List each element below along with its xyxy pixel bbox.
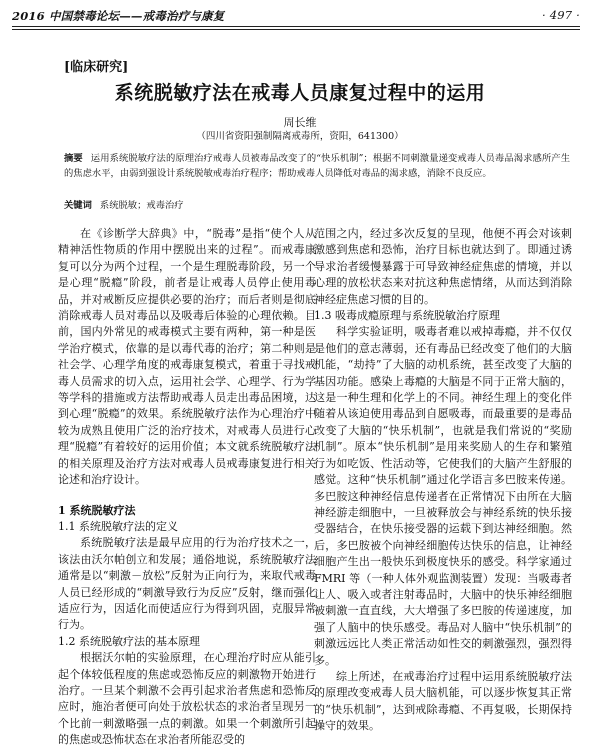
- header-rule-thick: [12, 26, 580, 27]
- article-title: 系统脱敏疗法在戒毒人员康复过程中的运用: [114, 82, 486, 104]
- body-paragraph: 在《诊断学大辞典》中，“脱毒”是指“使个人从精神活性物质的作用中摆脱出来的过程”。而戒毒康复可以分为两个过程，一个是生理脱毒阶段，另一个是心理“脱瘾”阶段，前者是让戒毒人员停止使用毒品，并对戒断反应提供必要的治疗；而后者则是彻底消除戒毒人员对毒品以及吸毒后体验的心理依赖。目前，国内外常见的戒毒模式主要有两种，第一种是医学治疗模式，依靠的是以毒代毒的治疗；第二种则是社会学、心理学角度的戒毒康复模式，着重于寻找戒毒人员需求的切入点，运用社会学、心理学、行为学等学科的措施或方法帮助戒毒人员走出毒品困境，达到心理“脱瘾”的效果。系统脱敏疗法作为心理治疗中较为成熟且使用广泛的治疗技术，对戒毒人员进行心理“脱瘾”有着较好的运用价值；本文就系统脱敏疗法的相关原理及治疗方法对戒毒人员戒毒康复进行相关论述和治疗设计。: [58, 227, 316, 487]
- author: 周长维: [283, 116, 317, 129]
- subsection-heading: 1.1 系统脱敏疗法的定义: [58, 519, 178, 533]
- section-heading: 1 系统脱敏疗法: [58, 503, 136, 517]
- body-column-left: [58, 226, 316, 749]
- header-rule-thin: [12, 29, 580, 30]
- body-paragraph: 综上所述，在戒毒治疗过程中运用系统脱敏疗法的原理改变戒毒人员大脑机能，可以逐步恢复其正常的“快乐机制”，达到戒除毒瘾、不再复吸，长期保持操守的效果。: [314, 669, 572, 733]
- abstract-text: 运用系统脱敏疗法的原理治疗戒毒人员被毒品改变了的“快乐机制”；根据不同刺激量递变戒毒人员毒品渴求感所产生的焦虑水平，由弱到强设计系统脱敏戒毒治疗程序；帮助戒毒人员降低对毒品的渴求感，消除不良反应。: [64, 153, 570, 179]
- affiliation: （四川省资阳强制隔离戒毒所，资阳，641300）: [196, 131, 404, 142]
- keywords-text: 系统脱敏；戒毒治疗: [99, 200, 184, 211]
- abstract: [64, 151, 570, 181]
- body-paragraph: 根据沃尔帕的实验原理，在心理治疗时应从能引起个体较低程度的焦虑或恐怖反应的刺激物开始进行治疗。一旦某个刺激不会再引起求治者焦虑和恐怖反应时，施治者便可向处于放松状态的求治者呈现另一个比前一刺激略强一点的刺激。如果一个刺激所引起的焦虑或恐怖状态在求治者所能忍受的: [58, 651, 316, 747]
- subsection-heading: 1.3 吸毒成瘾原理与系统脱敏治疗原理: [314, 309, 500, 323]
- page-number: · 497 ·: [542, 8, 580, 22]
- body-column-right: [314, 226, 572, 735]
- subsection-heading: 1.2 系统脱敏疗法的基本原理: [58, 634, 200, 648]
- body-paragraph: 科学实验证明，吸毒者难以戒掉毒瘾，并不仅仅是他们的意志薄弱，还有毒品已经改变了他们的大脑机能，“劫持”了大脑的动机系统，甚至改变了大脑的基因功能。感染上毒瘾的大脑是不同于正常大脑的，这是一种生理和化学上的不同。神经生理上的变化伴随着从该迫使用毒品到自愿吸毒，而最重要的是毒品改变了大脑的“快乐机制”，也就是我们常说的“奖励机制”。原本“快乐机制”是用来奖励人的生存和繁殖行为如吃饭、性活动等，它使我们的大脑产生舒服的感觉。这种“快乐机制”通过化学语言多巴胺来传递。多巴胺这种神经信息传递者在正常情况下由所在大脑神经游走细胞中，一旦被释放会与神经系统的快乐接受器结合，在快乐接受器的运载下到达神经细胞。然后，多巴胺被个向神经细胞传达快乐的信息，让神经细胞产生出一般快乐到极度快乐的感受。科学家通过 FMRI 等（一种人体外观监测装置）发现：当吸毒者让人、吸入或者注射毒品时，大脑中的快乐神经细胞被刺激一直直线，大大增强了多巴胺的传递速度，加强了人脑中的快乐感受。毒品对人脑中“快乐机制”的刺激远远比人类正常活动如性交的刺激强烈，强烈得多。: [314, 325, 572, 667]
- keywords: [64, 197, 570, 211]
- body-paragraph: 系统脱敏疗法是最早应用的行为治疗技术之一，该法由沃尔帕创立和发展；通俗地说，系统脱敏疗法通常是以“刺激－放松”反射为正向行为，来取代戒毒人员已经形成的“刺激导致行为反应”反射，继而强化适应行为，因适化而使适应行为得到巩固，克服异常行为。: [58, 536, 316, 632]
- body-paragraph: 范围之内，经过多次反复的呈现，他便不再会对该刺激感到焦虑和恐怖，治疗目标也就达到了。即通过诱导求治者缓慢暴露于可导致神经症焦虑的情境，并以心理的放松状态来对抗这种焦虑情绪，从而达到消除神经症焦虑习惯的目的。: [314, 227, 572, 306]
- keywords-label: 关键词: [64, 200, 92, 211]
- journal-name: 2016 中国禁毒论坛——戒毒治疗与康复: [12, 9, 225, 23]
- abstract-label: 摘要: [64, 153, 83, 164]
- running-head: [12, 8, 580, 28]
- section-tag: [临床研究]: [64, 60, 129, 75]
